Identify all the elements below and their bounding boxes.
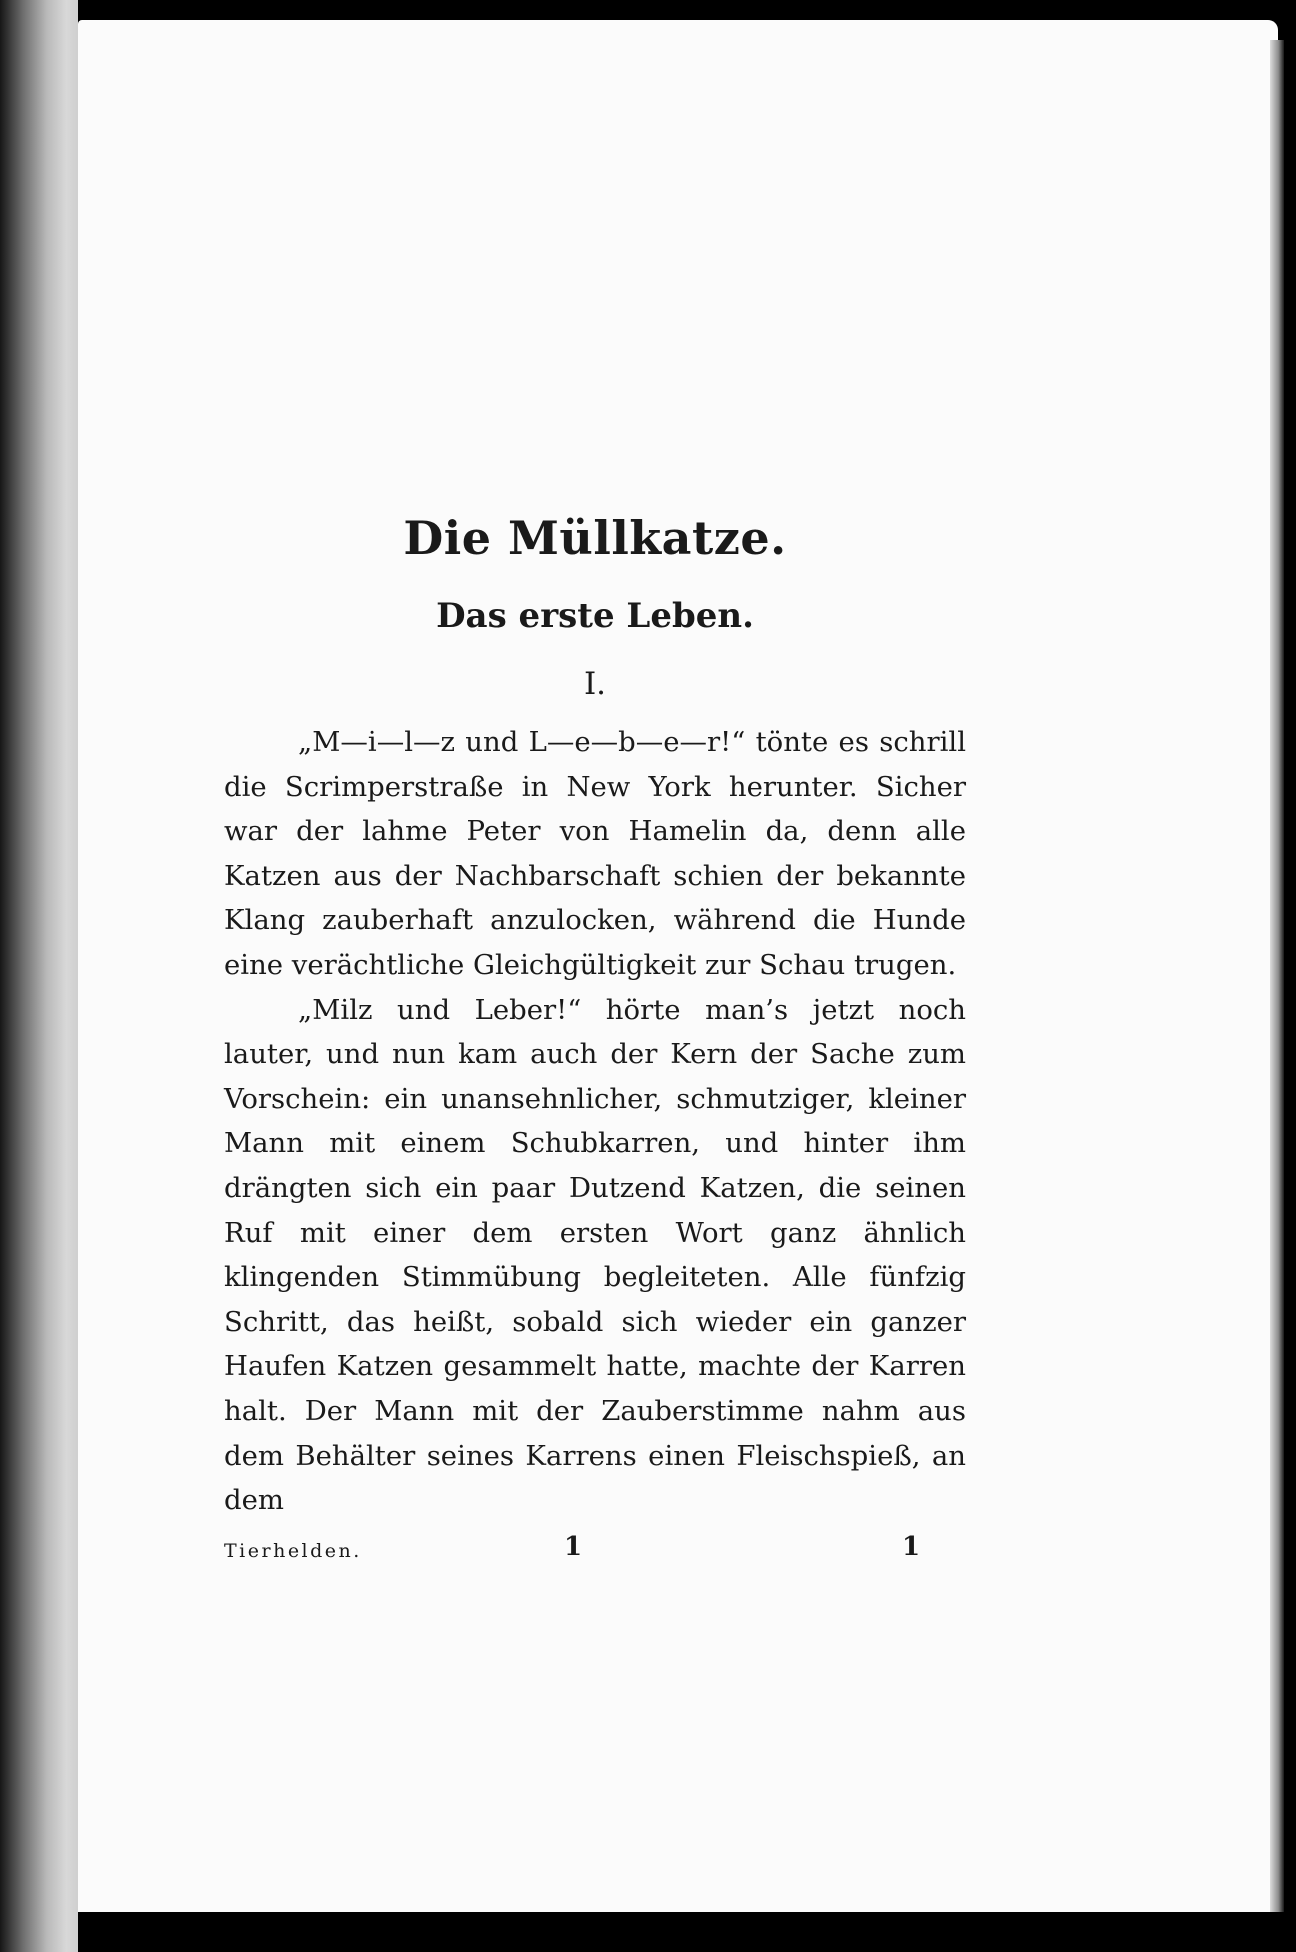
book-spine-shadow [0, 0, 78, 1952]
chapter-number: I. [583, 666, 607, 702]
paragraph-2: „Milz und Leber!“ hörte man’s jetzt noch lauter, und nun kam auch der Kern der Sache zum Vorschein: ein unansehnlicher, schmutziger, kleiner Mann mit einem Schubkarren, und hinter ihm drängten sich ein paar Dutzend Katzen, die seinen Ruf mit einer dem ersten Wort ganz ähnlich klingenden Stimmübung begleiteten. Alle fünfzig Schritt, das heißt, sobald sich wieder ein ganzer Haufen Katzen gesammelt hatte, machte der Karren halt. Der Mann mit der Zauberstimme nahm aus dem Behälter seines Karrens einen Fleischspieß, an dem [224, 993, 966, 1517]
body-text [224, 720, 966, 1523]
story-subtitle: Das erste Leben. [436, 596, 754, 636]
book-page [78, 20, 1278, 1912]
story-title: Die Müllkatze. [403, 511, 787, 565]
page-right-edge-shadow [1270, 40, 1284, 1912]
page-number: 1 [902, 1532, 921, 1562]
paragraph-1: „M—i—l—z und L—e—b—e—r!“ tönte es schrill die Scrimperstraße in New York herunter. Sicher war der lahme Peter von Hamelin da, denn alle Katzen aus der Nachbarschaft schien der bekannte Klang zauberhaft anzulocken, während die Hunde eine verächtliche Gleichgültigkeit zur Schau trugen. [224, 726, 966, 981]
sheet-number: 1 [564, 1532, 583, 1562]
page-footer [224, 1532, 966, 1572]
printer-signature: Tierhelden. [224, 1540, 362, 1562]
